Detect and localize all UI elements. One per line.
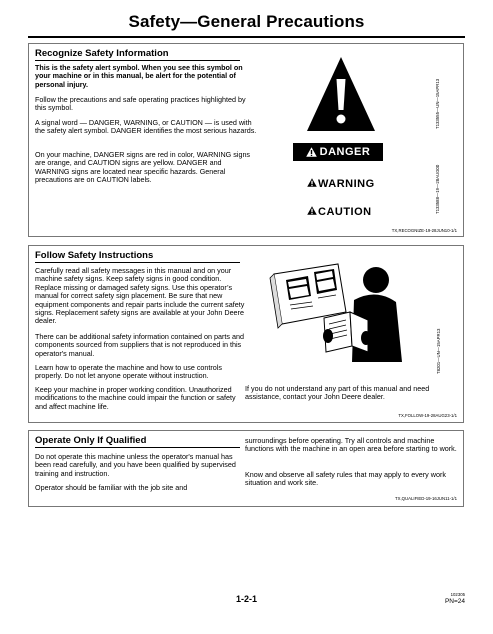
warning-label: WARNING [318, 178, 375, 190]
section-title: Follow Safety Instructions [35, 250, 154, 261]
supplier-info-paragraph: There can be additional safety information contained on parts and components sourced from suppliers that is not reproduced in this operator's manual. [35, 332, 244, 358]
signal-word-paragraph: A signal word — DANGER, WARNING, or CAUTION — is used with the safety alert symbol. DANGER identifies the most serious hazards. [35, 118, 257, 136]
section-recognize-safety-information [28, 43, 464, 237]
alert-triangle-icon [307, 178, 317, 187]
reference-code: TX,RECOGNIZE-19-28JUN10-1/1 [391, 228, 457, 233]
figure-id: T8201—UN—15APR13 [436, 328, 441, 374]
section-operate-only-if-qualified [28, 430, 464, 507]
follow-precautions-paragraph: Follow the precautions and safe operating practices highlighted by this symbol. [35, 95, 246, 113]
contact-dealer-paragraph: If you do not understand any part of this manual and need assistance, contact your John Deere dealer. [245, 384, 430, 402]
learn-controls-paragraph: Learn how to operate the machine and how to use controls properly. Do not let anyone operate without instruction. [35, 363, 222, 381]
alert-symbol-paragraph: This is the safety alert symbol. When you see this symbol on your machine or in this manual, be alert for the potential of personal injury. [35, 63, 243, 89]
title-rule [28, 36, 465, 38]
section-title-rule [35, 262, 240, 263]
reference-code: TX,FOLLOW-19-28AUG23-1/1 [398, 413, 457, 418]
alert-triangle-icon [307, 206, 317, 215]
section-title: Operate Only If Qualified [35, 435, 147, 446]
pn-number: PN=24 [444, 598, 465, 605]
qualified-operator-paragraph: Do not operate this machine unless the operator's manual has been read carefully, and you have been qualified by supervised training and instruction. [35, 452, 236, 478]
caution-label: CAUTION [318, 206, 372, 218]
proper-condition-paragraph: Keep your machine in proper working condition. Unauthorized modifications to the machine could impair the function or safety and affect machine life. [35, 385, 236, 411]
caution-sign [307, 206, 372, 218]
safety-alert-triangle-icon [305, 55, 377, 133]
figure-id: T133588—19—28AUG00 [435, 164, 440, 214]
safety-rules-paragraph: Know and observe all safety rules that may apply to every work situation and work site. [245, 470, 446, 488]
page-title: Safety—General Precautions [128, 12, 365, 31]
page-number: 1-2-1 [235, 594, 257, 604]
section-title-rule [35, 60, 240, 61]
section-title-rule [35, 447, 240, 448]
page-code: 102305 [450, 592, 465, 597]
alert-triangle-icon [306, 147, 317, 157]
section-title: Recognize Safety Information [35, 48, 169, 59]
reference-code: TX,QUALIFIED-19-16JUN11-1/1 [394, 496, 457, 501]
read-safety-messages-paragraph: Carefully read all safety messages in this manual and on your machine safety signs. Keep safety signs in good condition. Replace missing or damaged safety signs. Use this operator’s manual for correct safety sign placement. Be sure that new equipment components and repair parts include the current safety signs. Replacement safety signs are available at your John Deere dealer. [35, 266, 245, 326]
operator-reading-manual-illustration [268, 262, 408, 372]
try-controls-paragraph: surroundings before operating. Try all controls and machine functions with the machine in an open area before starting to work. [245, 436, 457, 454]
figure-id: T133555—UN—15APR13 [435, 78, 440, 129]
danger-label: DANGER [319, 146, 371, 158]
sign-colors-paragraph: On your machine, DANGER signs are red in color, WARNING signs are orange, and CAUTION signs are yellow. DANGER and WARNING signs are located near specific hazards. General precautions are on CAUTION labels. [35, 150, 251, 185]
job-site-paragraph: Operator should be familiar with the job site and [35, 483, 188, 492]
danger-sign [293, 143, 383, 161]
warning-sign [307, 178, 375, 190]
